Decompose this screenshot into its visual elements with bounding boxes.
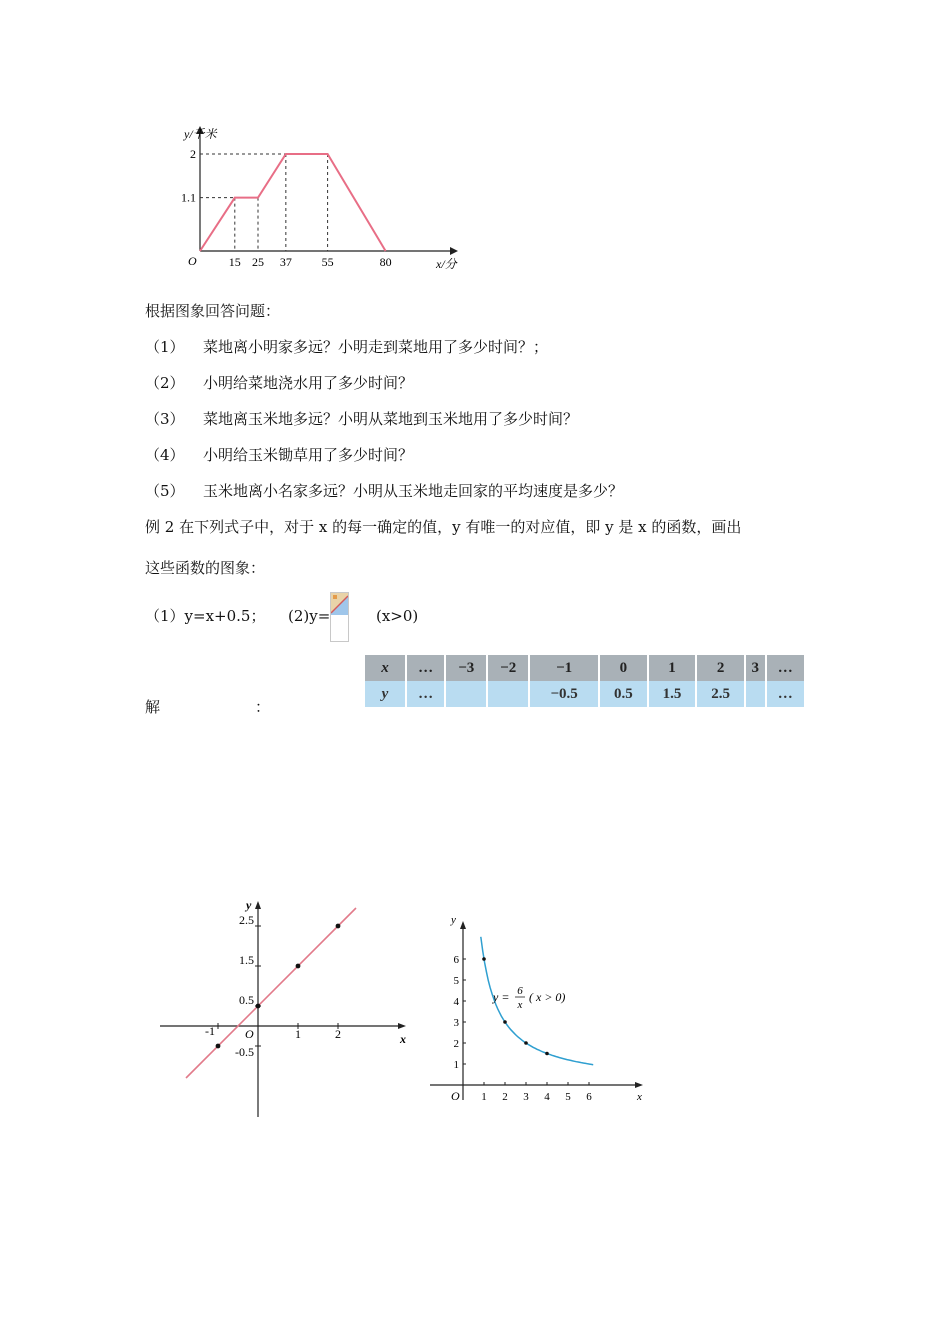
table-cell: 2.5 (697, 681, 744, 707)
y-tick-label: 5 (453, 975, 459, 987)
question-5 (145, 481, 623, 501)
linear-function-chart (155, 895, 420, 1120)
example-line-2: 这些函数的图象： (145, 559, 266, 577)
origin-label: O (245, 1027, 254, 1041)
table-cell: −3 (446, 655, 486, 681)
y-tick-label: 2 (190, 147, 196, 161)
question-3 (145, 409, 578, 429)
x-tick-label: 1 (481, 1091, 487, 1103)
example-line-1: 例 2 在下列式子中，对于 x 的每一确定的值，y 有唯一的对应值，即 y 是 x 的函数，画出 (145, 518, 742, 536)
question-number: （4） (145, 446, 185, 464)
solution-colon: ： (255, 698, 271, 716)
x-tick-label: 4 (544, 1091, 550, 1103)
table-cell: 1 (649, 655, 696, 681)
x-axis-label: x (400, 1032, 406, 1046)
value-table (363, 655, 806, 707)
y-axis-arrow (255, 901, 261, 909)
question-number: （3） (145, 410, 185, 428)
formula-image-placeholder (330, 592, 349, 642)
y-tick-label: 6 (453, 954, 459, 966)
solution-label: 解 (145, 698, 161, 716)
data-point (482, 957, 486, 961)
table-cell (488, 681, 528, 707)
data-point (524, 1041, 528, 1045)
table-row-y (365, 681, 804, 707)
broken-image-icon (331, 593, 348, 615)
table-cell: −1 (530, 655, 598, 681)
question-number: （1） (145, 338, 185, 356)
x-tick-label: 2 (502, 1091, 508, 1103)
question-number: （2） (145, 374, 185, 392)
y-tick-label: -0.5 (235, 1045, 254, 1059)
function-2-condition: (x>0) (376, 607, 419, 625)
x-tick-label: 6 (586, 1091, 592, 1103)
x-tick-label: 55 (321, 255, 334, 269)
x-tick-label: 5 (565, 1091, 571, 1103)
y-tick-label: 0.5 (239, 993, 254, 1007)
series-line (200, 154, 386, 251)
table-cell: … (407, 655, 444, 681)
x-tick-label: 80 (379, 255, 392, 269)
x-tick-label: 15 (228, 255, 241, 269)
question-text: 玉米地离小名家多远？小明从玉米地走回家的平均速度是多少？ (203, 482, 624, 500)
curve-label-lhs: y = (493, 990, 510, 1004)
table-cell (446, 681, 486, 707)
curve-label-numerator: 6 (517, 985, 523, 997)
table-header-x: x (365, 655, 405, 681)
curve-label-denominator: x (517, 999, 523, 1011)
y-tick-label: 3 (453, 1017, 459, 1029)
y-tick-label: 4 (453, 996, 459, 1008)
data-point (296, 964, 301, 969)
table-cell: 0.5 (600, 681, 647, 707)
data-point (545, 1052, 549, 1056)
y-tick-label: 2 (453, 1038, 459, 1050)
x-tick-label: -1 (205, 1024, 215, 1038)
function-2-prefix: (2)y= (288, 607, 331, 625)
y-axis-label: y/千米 (184, 127, 217, 141)
x-tick-label: 3 (523, 1091, 529, 1103)
series-line (186, 908, 356, 1078)
x-axis-label: x (637, 1091, 642, 1103)
table-cell: −2 (488, 655, 528, 681)
table-cell (746, 681, 765, 707)
x-axis-label: x/分 (436, 257, 457, 271)
question-text: 小明给玉米锄草用了多少时间？ (203, 446, 414, 464)
inverse-function-chart (425, 905, 650, 1105)
y-tick-label: 2.5 (239, 913, 254, 927)
y-axis-label: y (246, 898, 252, 912)
question-4 (145, 445, 413, 465)
y-tick-label: 1.5 (239, 953, 254, 967)
origin-label: O (188, 254, 197, 268)
table-row-x (365, 655, 804, 681)
table-cell: 1.5 (649, 681, 696, 707)
data-point (336, 924, 341, 929)
curve-label-condition: ( x > 0) (529, 990, 566, 1004)
data-point (256, 1004, 261, 1009)
table-cell: … (767, 655, 804, 681)
x-axis-arrow (398, 1023, 406, 1029)
table-cell: −0.5 (530, 681, 598, 707)
y-tick-label: 1 (453, 1059, 459, 1071)
y-axis-arrow (460, 921, 466, 929)
function-1: （1）y=x+0.5； (145, 607, 266, 625)
intro-text: 根据图象回答问题： (145, 302, 281, 320)
x-axis-arrow (450, 247, 458, 255)
table-cell: … (767, 681, 804, 707)
question-number: （5） (145, 482, 185, 500)
question-text: 菜地离小明家多远？小明走到菜地用了多少时间？； (203, 338, 549, 356)
data-point (503, 1020, 507, 1024)
y-tick-label: 1.1 (181, 190, 196, 205)
x-tick-label: 37 (279, 255, 292, 269)
question-text: 菜地离玉米地多远？小明从菜地到玉米地用了多少时间？ (203, 410, 579, 428)
question-text: 小明给菜地浇水用了多少时间？ (203, 374, 414, 392)
question-1 (145, 337, 548, 357)
x-tick-label: 25 (252, 255, 264, 269)
table-cell: 3 (746, 655, 765, 681)
table-header-y: y (365, 681, 405, 707)
x-tick-label: 2 (335, 1027, 341, 1041)
distance-time-chart (170, 118, 480, 278)
x-tick-label: 1 (295, 1027, 301, 1041)
y-axis-label: y (451, 914, 456, 926)
x-axis-arrow (635, 1082, 643, 1088)
table-cell: … (407, 681, 444, 707)
table-cell: 2 (697, 655, 744, 681)
origin-label: O (451, 1089, 460, 1103)
table-cell: 0 (600, 655, 647, 681)
data-point (216, 1044, 221, 1049)
question-2 (145, 373, 413, 393)
